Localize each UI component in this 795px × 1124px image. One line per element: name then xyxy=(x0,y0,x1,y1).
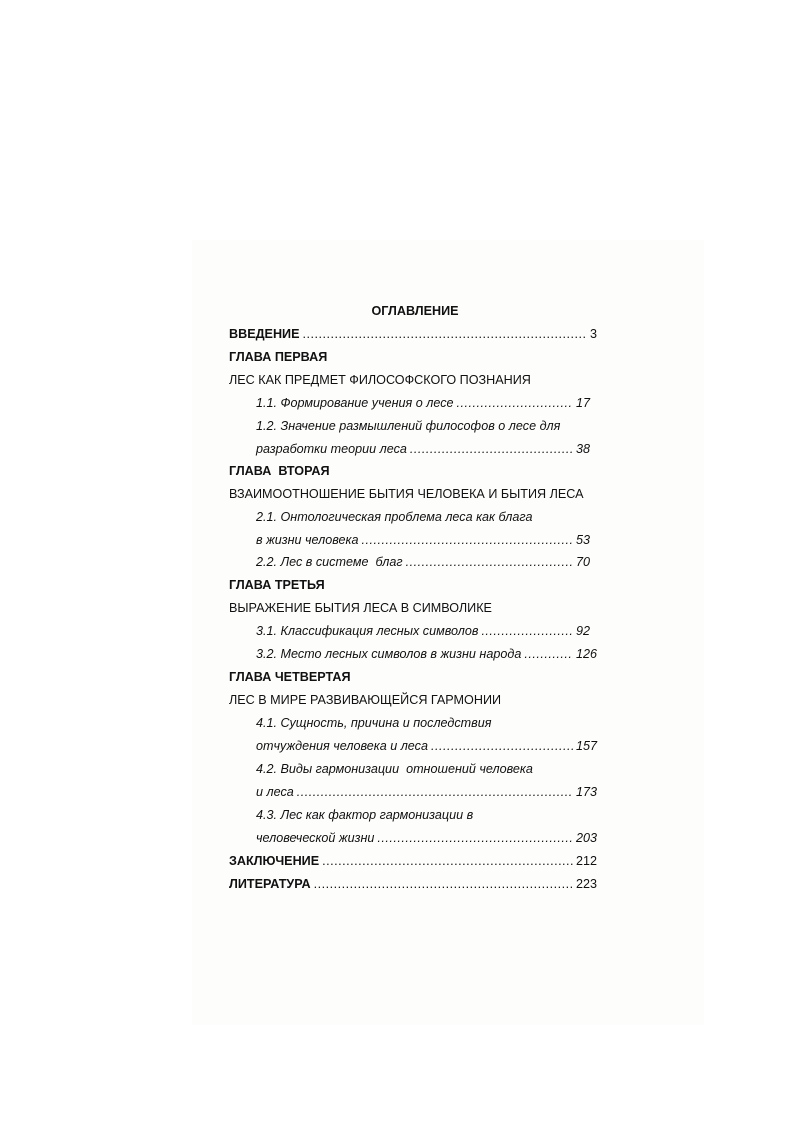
toc-entry-label: человеческой жизни xyxy=(256,831,375,845)
toc-entry-3-2[interactable] xyxy=(256,646,597,662)
toc-entry-4-1[interactable] xyxy=(256,738,597,754)
toc-entry-4-1-line1[interactable]: 4.1. Сущность, причина и последствия xyxy=(256,716,492,730)
dot-leader xyxy=(457,395,573,411)
dot-leader xyxy=(303,326,587,342)
toc-entry-page: 223 xyxy=(575,877,597,891)
toc-entry-label: ЗАКЛЮЧЕНИЕ xyxy=(229,854,320,868)
dot-leader xyxy=(377,830,573,846)
toc-entry-intro[interactable] xyxy=(229,326,597,342)
toc-entry-page: 92 xyxy=(575,624,590,638)
toc-entry-2-1[interactable] xyxy=(256,532,590,548)
dot-leader xyxy=(362,532,573,548)
dot-leader xyxy=(406,554,573,570)
toc-entry-page: 17 xyxy=(575,396,590,410)
toc-entry-label: и леса xyxy=(256,785,294,799)
toc-entry-1-1[interactable] xyxy=(256,395,590,411)
chapter-title[interactable]: ЛЕС КАК ПРЕДМЕТ ФИЛОСОФСКОГО ПОЗНАНИЯ xyxy=(229,373,531,387)
toc-entry-label: разработки теории леса xyxy=(256,442,407,456)
dot-leader xyxy=(431,738,573,754)
chapter-title[interactable]: ВЗАИМООТНОШЕНИЕ БЫТИЯ ЧЕЛОВЕКА И БЫТИЯ ЛЕСА xyxy=(229,487,584,501)
chapter-heading: ГЛАВА ПЕРВАЯ xyxy=(229,350,328,364)
toc-entry-label: ЛИТЕРАТУРА xyxy=(229,877,311,891)
toc-entry-2-2[interactable] xyxy=(256,554,590,570)
toc-entry-3-1[interactable] xyxy=(256,623,590,639)
chapter-heading: ГЛАВА ЧЕТВЕРТАЯ xyxy=(229,670,351,684)
toc-entry-1-2-line1[interactable]: 1.2. Значение размышлений философов о лесе для xyxy=(256,419,561,433)
toc-entry-literature[interactable] xyxy=(229,876,597,892)
toc-entry-label: 3.2. Место лесных символов в жизни народа xyxy=(256,647,522,661)
chapter-title[interactable]: ВЫРАЖЕНИЕ БЫТИЯ ЛЕСА В СИМВОЛИКЕ xyxy=(229,601,492,615)
dot-leader xyxy=(481,623,573,639)
dot-leader xyxy=(297,784,573,800)
dot-leader xyxy=(314,876,573,892)
toc-entry-2-1-line1[interactable]: 2.1. Онтологическая проблема леса как блага xyxy=(256,510,533,524)
toc-entry-page: 212 xyxy=(575,854,597,868)
toc-entry-page: 173 xyxy=(575,785,597,799)
toc-entry-label: 1.1. Формирование учения о лесе xyxy=(256,396,454,410)
toc-entry-page: 70 xyxy=(575,555,590,569)
chapter-title[interactable]: ЛЕС В МИРЕ РАЗВИВАЮЩЕЙСЯ ГАРМОНИИ xyxy=(229,693,502,707)
toc-entry-4-3-line1[interactable]: 4.3. Лес как фактор гармонизации в xyxy=(256,808,474,822)
chapter-heading: ГЛАВА ТРЕТЬЯ xyxy=(229,578,325,592)
toc-entry-page: 53 xyxy=(575,533,590,547)
toc-entry-4-2[interactable] xyxy=(256,784,597,800)
toc-entry-label: 3.1. Классификация лесных символов xyxy=(256,624,479,638)
toc-entry-label: отчуждения человека и леса xyxy=(256,739,428,753)
toc-entry-1-2[interactable] xyxy=(256,441,590,457)
dot-leader xyxy=(524,646,573,662)
toc-entry-conclusion[interactable] xyxy=(229,853,597,869)
dot-leader xyxy=(322,853,573,869)
toc-entry-page: 203 xyxy=(575,831,597,845)
toc-entry-4-3[interactable] xyxy=(256,830,597,846)
toc-entry-page: 126 xyxy=(575,647,597,661)
dot-leader xyxy=(410,441,573,457)
toc-entry-label: ВВЕДЕНИЕ xyxy=(229,327,300,341)
toc-entry-page: 3 xyxy=(589,327,597,341)
toc-entry-page: 157 xyxy=(575,739,597,753)
toc-entry-label: 2.2. Лес в системе благ xyxy=(256,555,403,569)
toc-entry-page: 38 xyxy=(575,442,590,456)
toc-entry-label: в жизни человека xyxy=(256,533,359,547)
toc-title: ОГЛАВЛЕНИЕ xyxy=(371,304,459,318)
toc-entry-4-2-line1[interactable]: 4.2. Виды гармонизации отношений человека xyxy=(256,762,533,776)
chapter-heading: ГЛАВА ВТОРАЯ xyxy=(229,464,330,478)
